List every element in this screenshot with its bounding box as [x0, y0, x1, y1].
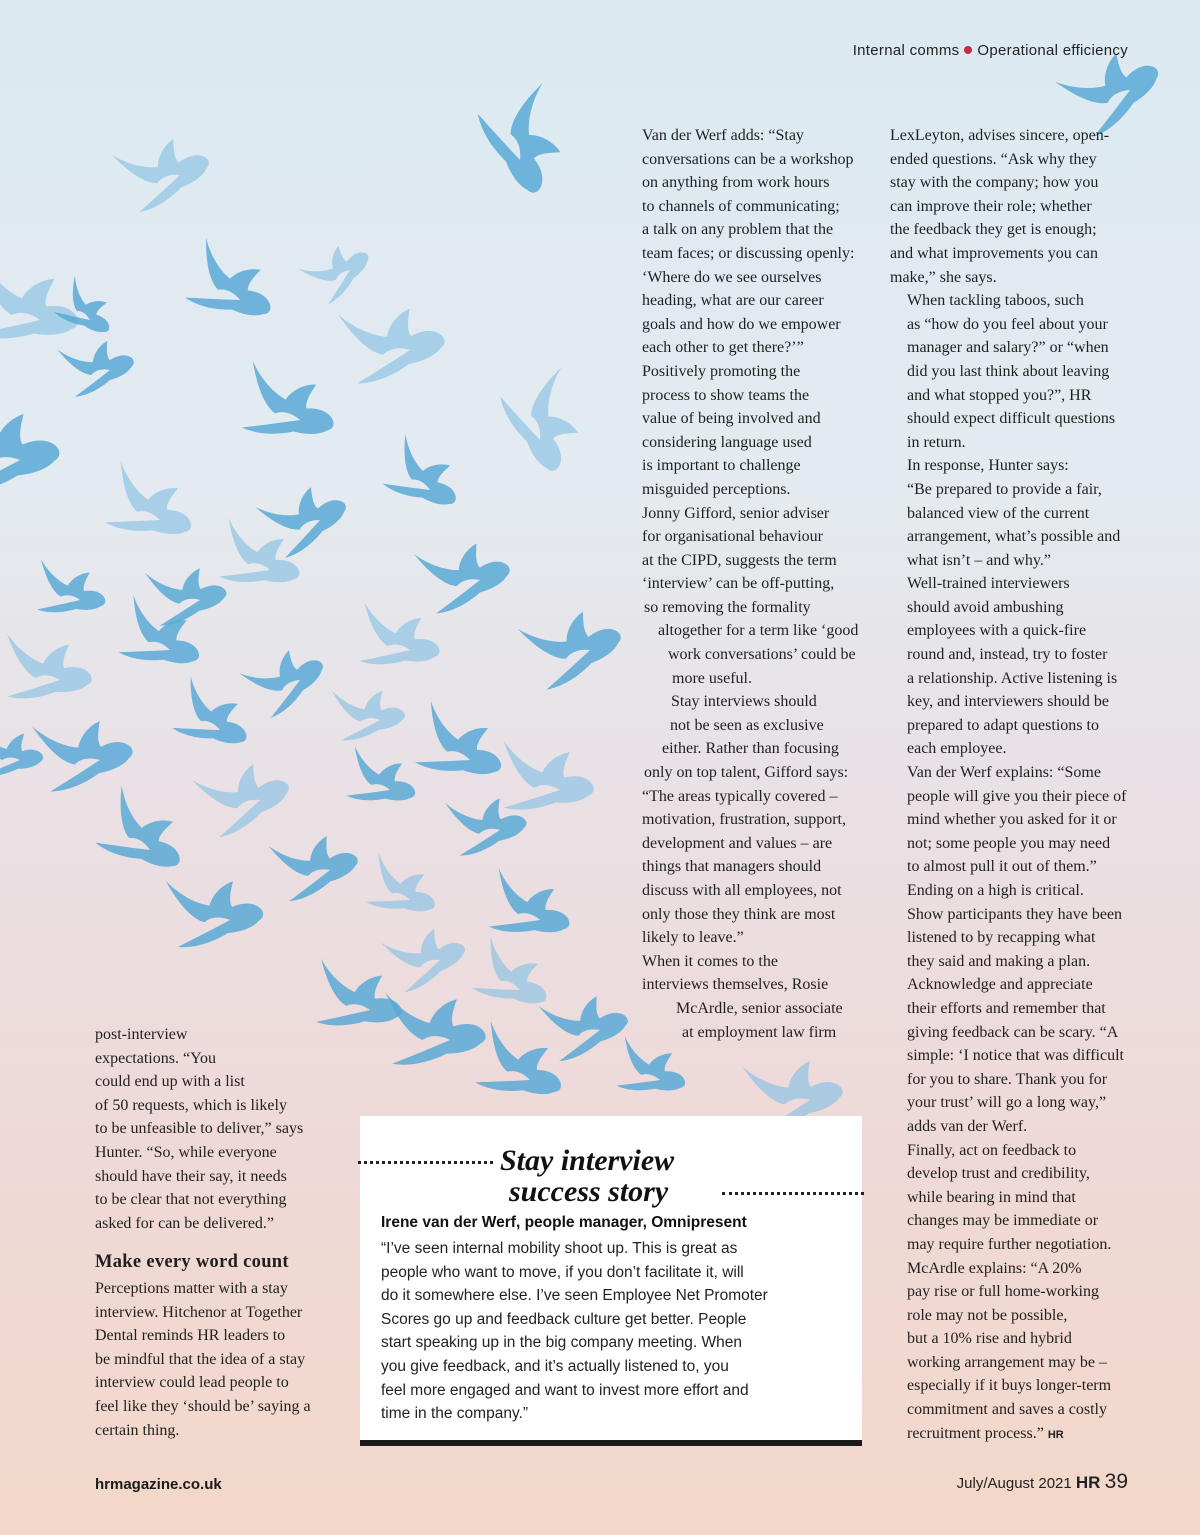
text-line: their efforts and remember that — [907, 999, 1106, 1017]
text-line: certain thing. — [95, 1421, 180, 1439]
issue-date: July/August 2021 — [956, 1475, 1072, 1492]
bird-icon — [467, 936, 560, 1019]
bird-icon — [239, 635, 333, 721]
bird-icon — [332, 684, 407, 741]
bird-icon — [235, 361, 344, 451]
text-line: each other to get there?’” — [642, 339, 804, 357]
text-line: conversations can be a workshop — [642, 150, 854, 168]
text-line: your trust’ will go a long way,” — [907, 1094, 1107, 1112]
text-line: When it comes to the — [642, 952, 778, 970]
bird-icon — [268, 825, 363, 904]
quote-line: feel more engaged and want to invest more effort and — [381, 1381, 749, 1399]
text-line: discuss with all employees, not — [642, 882, 842, 899]
bird-icon — [192, 750, 297, 840]
article-column-2 — [890, 124, 1135, 1447]
text-line: each employee. — [907, 740, 1007, 758]
bird-icon — [145, 559, 230, 627]
text-line: LexLeyton, advises sincere, open- — [890, 127, 1110, 144]
text-line: at the CIPD, suggests the term — [642, 551, 837, 569]
text-line: should have their say, it needs — [95, 1167, 287, 1185]
bird-icon — [90, 785, 199, 885]
quote-line: time in the company.” — [381, 1405, 529, 1423]
dotted-rule — [722, 1192, 864, 1195]
bird-icon — [354, 602, 446, 675]
text-line: develop trust and credibility, — [907, 1165, 1090, 1183]
bird-icon — [409, 701, 514, 791]
text-line: be mindful that the idea of a stay — [95, 1350, 306, 1368]
text-line: did you last think about leaving — [907, 362, 1110, 380]
text-line: so removing the formality — [644, 598, 811, 616]
text-line: only those they think are most — [642, 905, 836, 923]
text-line: should avoid ambushing — [907, 598, 1064, 616]
text-line: while bearing in mind that — [907, 1188, 1076, 1206]
text-line: at employment law firm — [682, 1023, 837, 1041]
quote-line: you give feedback, and it’s actually listened to, you — [381, 1357, 729, 1375]
bird-icon — [497, 368, 593, 480]
page-footer — [957, 1470, 1128, 1494]
text-line: can improve their role; whether — [890, 197, 1092, 215]
quote-line: start speaking up in the big company meeting. When — [381, 1334, 743, 1352]
bird-icon — [341, 746, 423, 814]
text-line: value of being involved and — [642, 410, 821, 428]
text-line: commitment and saves a costly — [907, 1401, 1107, 1419]
text-line: Show participants they have been — [907, 905, 1123, 923]
text-line: manager and salary?” or “when — [907, 339, 1109, 357]
bird-icon — [497, 740, 597, 816]
text-line: Van der Werf adds: “Stay — [642, 127, 804, 144]
article-column-3 — [95, 1023, 335, 1442]
text-line: feel like they ‘should be’ saying a — [95, 1397, 311, 1415]
website-url: hrmagazine.co.uk — [95, 1476, 222, 1493]
text-line: Jonny Gifford, senior adviser — [642, 504, 830, 522]
text-line: in return. — [907, 433, 966, 451]
text-line: Van der Werf explains: “Some — [907, 764, 1101, 782]
text-line: Acknowledge and appreciate — [907, 976, 1093, 994]
bird-icon — [1, 633, 95, 704]
text-line: asked for can be delivered.” — [95, 1214, 275, 1232]
text-line: team faces; or discussing openly: — [642, 244, 855, 262]
quote-line: “I’ve seen internal mobility shoot up. This is great as — [381, 1240, 738, 1257]
text-line: working arrangement may be – — [907, 1353, 1107, 1371]
bird-icon — [112, 125, 217, 215]
bird-icon — [166, 872, 266, 948]
text-line: the feedback they get is enough; — [890, 221, 1097, 239]
text-line: post-interview — [95, 1026, 188, 1043]
text-line: make,” she says. — [890, 268, 997, 286]
text-line: arrangement, what’s possible and — [907, 528, 1121, 546]
text-line: things that managers should — [642, 858, 822, 876]
bird-icon — [298, 232, 378, 308]
bird-icon — [381, 916, 472, 994]
subsection-label: Operational efficiency — [977, 42, 1128, 59]
text-line: interviews themselves, Rosie — [642, 976, 829, 994]
text-line: should expect difficult questions — [907, 410, 1116, 428]
box-title-line-2: success story — [509, 1175, 669, 1208]
text-line: listened to by recapping what — [907, 929, 1096, 947]
text-line: of 50 requests, which is likely — [95, 1096, 287, 1114]
text-line: Finally, act on feedback to — [907, 1141, 1077, 1159]
text-line: giving feedback can be scary. “A — [907, 1023, 1119, 1041]
bird-icon — [385, 992, 485, 1064]
text-line: on anything from work hours — [642, 174, 830, 192]
bird-icon — [213, 518, 308, 597]
text-line: recruitment process.” — [907, 1424, 1044, 1442]
box-title-line-1: Stay interview — [500, 1144, 675, 1177]
text-line: prepared to adapt questions to — [907, 716, 1099, 734]
bird-icon — [518, 596, 630, 692]
bird-icon — [57, 331, 139, 399]
text-line: McArdle explains: “A 20% — [907, 1259, 1082, 1277]
text-line: more useful. — [672, 669, 752, 687]
text-line: mind whether you asked for it or — [907, 811, 1117, 829]
bird-icon — [361, 853, 445, 925]
text-line: interview. Hitchenor at Together — [95, 1303, 303, 1321]
text-line: “Be prepared to provide a fair, — [907, 480, 1102, 498]
text-line: and what improvements you can — [890, 244, 1098, 262]
bird-icon — [445, 789, 530, 857]
text-line: process to show teams the — [642, 386, 810, 404]
text-line: likely to leave.” — [642, 929, 744, 947]
text-line: Stay interviews should — [671, 693, 817, 711]
subheading: Make every word count — [95, 1252, 289, 1273]
quote-line: Scores go up and feedback culture get better. People — [381, 1310, 747, 1328]
text-line: “The areas typically covered – — [642, 787, 838, 805]
text-line: pay rise or full home-working — [907, 1283, 1099, 1301]
text-line: only on top talent, Gifford says: — [644, 764, 849, 782]
bird-icon — [475, 83, 577, 202]
text-line: not; some people you may need — [907, 834, 1111, 852]
bird-icon — [167, 676, 260, 759]
bird-icon — [179, 238, 286, 333]
text-line: goals and how do we empower — [642, 315, 841, 333]
quote-line: people who want to move, if you don’t facilitate it, will — [381, 1263, 744, 1281]
text-line: ‘interview’ can be off-putting, — [642, 575, 835, 593]
end-mark: HR — [1047, 1428, 1064, 1441]
bird-icon — [414, 531, 516, 616]
text-line: people will give you their piece of — [907, 787, 1127, 805]
text-line: for organisational behaviour — [642, 528, 823, 546]
text-line: not be seen as exclusive — [670, 716, 824, 734]
text-line: for you to share. Thank you for — [907, 1070, 1108, 1088]
text-line: misguided perceptions. — [642, 480, 791, 498]
bird-icon — [338, 297, 449, 386]
text-line: work conversations’ could be — [668, 646, 856, 664]
brand-mark: HR — [1075, 1473, 1101, 1492]
dotted-rule — [358, 1161, 493, 1164]
quote-line: do it somewhere else. I’ve seen Employee Net Promoter — [381, 1287, 768, 1305]
text-line: adds van der Werf. — [907, 1117, 1028, 1135]
text-line: balanced view of the current — [907, 504, 1090, 522]
bird-icon — [0, 404, 62, 494]
box-byline: Irene van der Werf, people manager, Omnipresent — [381, 1214, 747, 1231]
text-line: altogether for a term like ‘good — [658, 622, 859, 640]
text-line: considering language used — [642, 433, 812, 451]
text-line: as “how do you feel about your — [907, 315, 1108, 333]
text-line: round and, instead, try to foster — [907, 646, 1108, 664]
text-line: In response, Hunter says: — [907, 457, 1069, 475]
text-line: simple: ‘I notice that was difficult — [907, 1047, 1124, 1065]
text-line: ‘Where do we see ourselves — [642, 268, 822, 286]
text-line: what isn’t – and why.” — [907, 551, 1051, 569]
text-line: key, and interviewers should be — [907, 693, 1110, 711]
text-line: Dental reminds HR leaders to — [95, 1327, 286, 1345]
text-line: is important to challenge — [642, 457, 801, 475]
text-line: development and values – are — [642, 834, 833, 852]
success-story-box — [360, 1116, 862, 1446]
text-line: Perceptions matter with a stay — [95, 1279, 288, 1297]
text-line: but a 10% rise and hybrid — [907, 1330, 1072, 1348]
box-quote — [381, 1237, 851, 1426]
text-line: could end up with a list — [95, 1073, 245, 1091]
article-column-1 — [625, 124, 865, 1044]
text-line: ended questions. “Ask why they — [890, 150, 1097, 168]
section-label: Internal comms — [852, 42, 960, 59]
bird-icon — [378, 434, 472, 520]
text-line: role may not be possible, — [907, 1306, 1068, 1324]
text-line: employees with a quick-fire — [907, 622, 1087, 640]
section-header — [853, 42, 1128, 59]
text-line: Well-trained interviewers — [907, 575, 1070, 593]
bird-icon — [0, 258, 86, 352]
text-line: Hunter. “So, while everyone — [95, 1143, 277, 1161]
bird-icon — [0, 729, 43, 776]
bird-icon — [611, 1036, 693, 1104]
text-line: McArdle, senior associate — [676, 999, 843, 1017]
bird-icon — [32, 559, 111, 622]
text-line: changes may be immediate or — [907, 1212, 1099, 1230]
text-line: interview could lead people to — [95, 1374, 289, 1392]
text-line: Ending on a high is critical. — [907, 882, 1084, 899]
bird-icon — [483, 868, 578, 947]
bird-icon — [99, 461, 204, 551]
text-line: either. Rather than focusing — [662, 740, 839, 758]
text-line: When tackling taboos, such — [907, 292, 1084, 310]
bullet-dot-icon — [964, 46, 972, 54]
text-line: motivation, frustration, support, — [642, 811, 846, 829]
text-line: heading, what are our career — [642, 292, 824, 310]
text-line: expectations. “You — [95, 1049, 217, 1067]
text-line: a talk on any problem that the — [642, 221, 834, 239]
text-line: to almost pull it out of them.” — [907, 858, 1097, 876]
bird-icon — [32, 710, 137, 793]
text-line: stay with the company; how you — [890, 174, 1099, 192]
bird-icon — [538, 985, 633, 1064]
text-line: Positively promoting the — [642, 362, 801, 380]
text-line: they said and making a plan. — [907, 952, 1091, 970]
text-line: to be unfeasible to deliver,” says — [95, 1120, 304, 1138]
page-number: 39 — [1104, 1470, 1128, 1493]
text-line: a relationship. Active listening is — [907, 669, 1118, 687]
text-line: may require further negotiation. — [907, 1235, 1112, 1253]
text-line: to channels of communicating; — [642, 197, 840, 215]
text-line: to be clear that not everything — [95, 1191, 287, 1209]
text-line: and what stopped you?”, HR — [907, 386, 1092, 404]
text-line: especially if it buys longer-term — [907, 1377, 1112, 1395]
